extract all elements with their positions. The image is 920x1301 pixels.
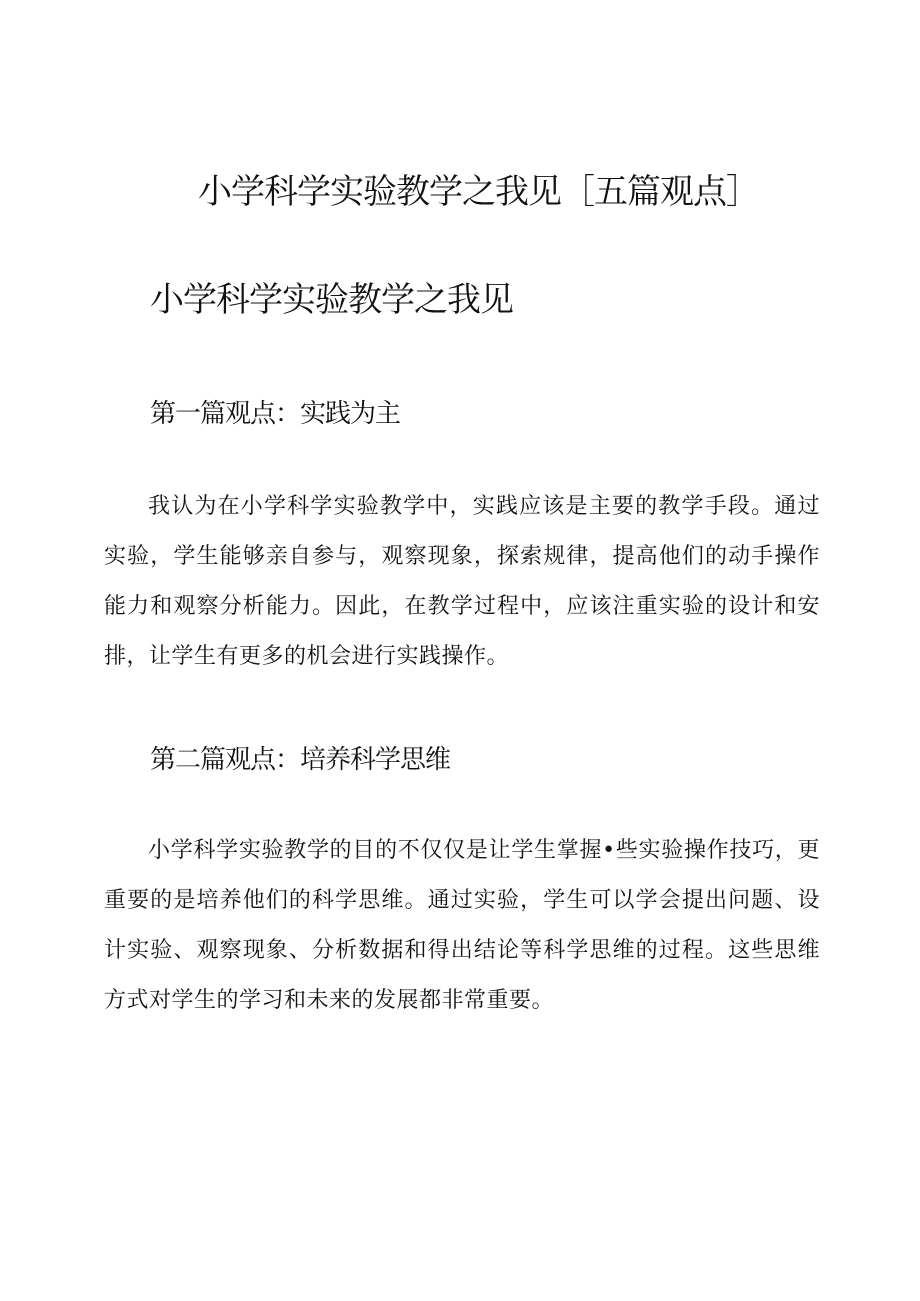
document-title: 小学科学实验教学之我见［五篇观点］ <box>198 172 759 212</box>
document-subtitle: 小学科学实验教学之我见 <box>150 280 513 320</box>
section-heading-1: 第一篇观点：实践为主 <box>150 399 401 429</box>
section-paragraph-1: 我认为在小学科学实验教学中，实践应该是主要的教学手段。通过实验，学生能够亲自参与，观察现象，探索规律，提高他们的动手操作能力和观察分析能力。因此，在教学过程中，应该注重实验的设计和安排，让学生有更多的机会进行实践操作。 <box>104 494 820 669</box>
section-heading-2: 第二篇观点：培养科学思维 <box>150 745 451 775</box>
section-paragraph-2: 小学科学实验教学的目的不仅仅是让学生掌握•些实验操作技巧，更重要的是培养他们的科学思维。通过实验，学生可以学会提出问题、设计实验、观察现象、分析数据和得出结论等科学思维的过程。这些思维方式对学生的学习和未来的发展都非常重要。 <box>104 838 820 1013</box>
